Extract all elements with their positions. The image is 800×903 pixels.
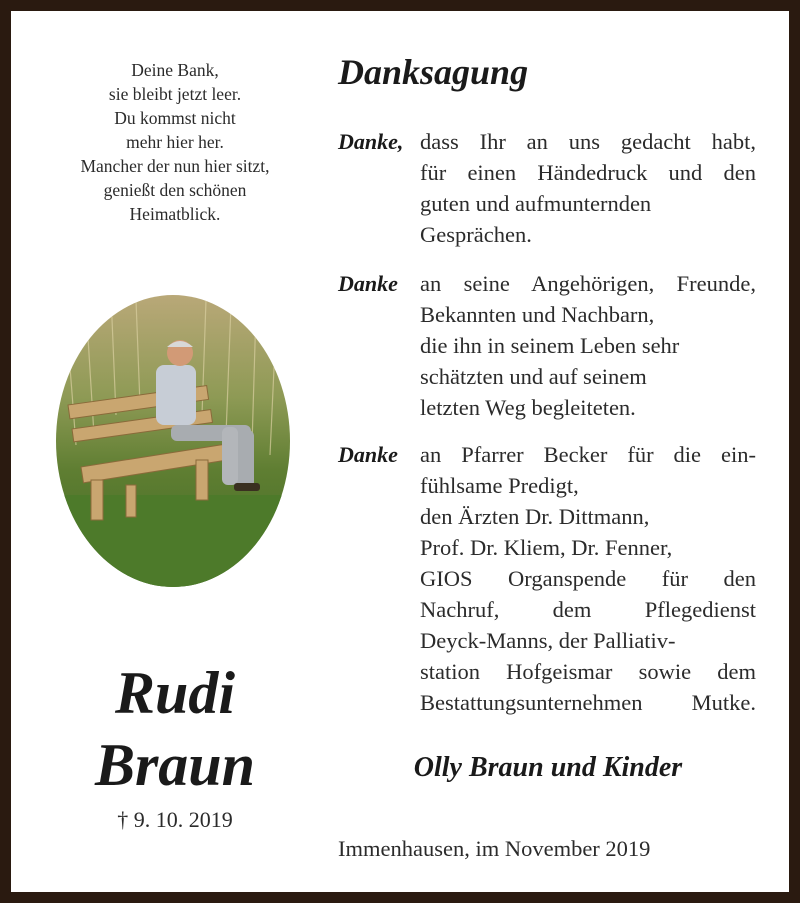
thanks-line: an seine Angehörigen, Freunde, (420, 271, 756, 296)
place-date: Immenhausen, im November 2019 (338, 836, 651, 861)
signature: Olly Braun und Kinder (413, 752, 683, 783)
deceased-last-name: Braun (94, 732, 256, 798)
thanks-line: für einen Händedruck und den (420, 160, 756, 185)
thanks-label: Danke, (338, 129, 404, 154)
thanks-line: GIOS Organspende für den (420, 566, 756, 591)
poem-line: mehr hier her. (126, 132, 224, 152)
thanks-line: Bekannten und Nachbarn, (420, 302, 655, 327)
thanks-line: an Pfarrer Becker für die ein- (420, 442, 756, 467)
thanks-line: guten und aufmunternden (420, 191, 652, 216)
thanks-line: Deyck-Manns, der Palliativ- (420, 628, 676, 653)
thanks-line: Bestattungsunternehmen Mutke. (420, 690, 756, 715)
thanks-line: Prof. Dr. Kliem, Dr. Fenner, (420, 535, 673, 560)
thanks-label: Danke (338, 271, 398, 296)
poem-line: Du kommst nicht (114, 108, 236, 128)
thanks-line: den Ärzten Dr. Dittmann, (420, 504, 650, 529)
poem-line: Mancher der nun hier sitzt, (80, 156, 270, 176)
thanks-line: letzten Weg begleiteten. (420, 395, 636, 420)
poem-line: sie bleibt jetzt leer. (108, 84, 242, 104)
thanks-line: fühlsame Predigt, (420, 473, 579, 498)
thanks-line: schätzten und auf seinem (420, 364, 647, 389)
deceased-first-name: Rudi (114, 660, 236, 726)
thanks-text (420, 126, 756, 250)
death-date: † 9. 10. 2019 (117, 807, 233, 832)
thanks-line: die ihn in seinem Leben sehr (420, 333, 680, 358)
thanks-label: Danke (338, 442, 398, 467)
memorial-poem (41, 58, 309, 226)
thanks-text (420, 439, 756, 718)
thanks-line: Nachruf, dem Pflegedienst (420, 597, 756, 622)
thanks-line: dass Ihr an uns gedacht habt, (420, 129, 756, 154)
poem-line: Deine Bank, (131, 60, 219, 80)
thanks-text (420, 268, 756, 423)
thanks-line: Gesprächen. (420, 222, 532, 247)
poem-line: Heimatblick. (129, 204, 221, 224)
poem-line: genießt den schönen (103, 180, 247, 200)
page-title: Danksagung (338, 52, 529, 92)
portrait-photo (56, 295, 290, 587)
thanks-line: station Hofgeismar sowie dem (420, 659, 756, 684)
